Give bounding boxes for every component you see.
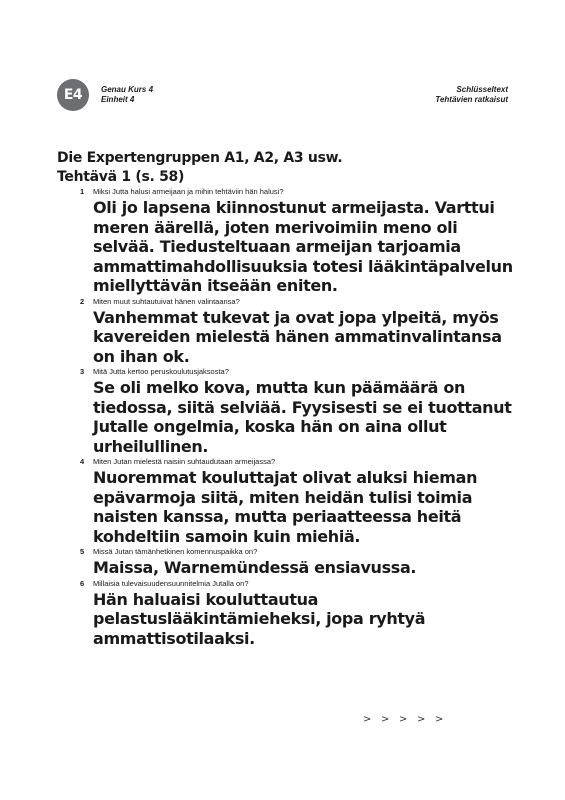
question-number: 3	[80, 367, 85, 376]
answer-text: Hän haluaisi kouluttautua pelastuslääkintämieheksi, jopa ryhtyä ammattisotilaaksi.	[93, 589, 426, 648]
question-number: 1	[80, 187, 85, 196]
title-line-2: Tehtävä 1 (s. 58)	[57, 169, 185, 185]
title-line-1: Die Expertengruppen A1, A2, A3 usw.	[57, 150, 343, 166]
question-text: Missä Jutan tämänhetkinen komennuspaikka on?	[93, 547, 258, 556]
question-item-6	[80, 579, 520, 649]
question-text: Millaisia tulevaisuudensuunnitelmia Jutalla on?	[93, 578, 249, 588]
question-text: Mitä Jutta kertoo peruskoulutusjaksosta?	[93, 367, 229, 376]
continuation-arrows	[363, 714, 453, 725]
header-left	[101, 85, 153, 105]
answer-text: Se oli melko kova, mutta kun päämäärä on tiedossa, siitä selviää. Fyysisesti se ei tuottanut Jutalle ongelmia, koska hän on aina ollut urheilullinen.	[93, 378, 512, 456]
question-number: 2	[80, 296, 85, 306]
question-item-4	[80, 457, 520, 546]
section-sublabel: Tehtävien ratkaisut	[435, 95, 508, 104]
arrow-right-icon: >	[417, 714, 426, 725]
question-number: 5	[80, 547, 85, 556]
question-number: 6	[80, 578, 85, 588]
arrow-right-icon: >	[363, 714, 372, 725]
arrow-right-icon: >	[435, 714, 444, 725]
section-label: Schlüsseltext	[456, 85, 508, 94]
question-text: Miten Jutan mielestä naisiin suhtaudutaan armeijassa?	[93, 457, 276, 466]
answer-text: Maissa, Warnemündessä ensiavussa.	[93, 558, 417, 577]
answer-text: Nuoremmat kouluttajat olivat aluksi hieman epävarmoja siitä, miten heidän tulisi toimia naisten kanssa, mutta periaatteessa heitä kohdeltiin samoin kuin miehiä.	[93, 468, 478, 546]
question-text: Miksi Jutta halusi armeijaan ja mihin tehtäviin hän halusi?	[93, 187, 284, 196]
question-item-2	[80, 297, 520, 367]
header-right	[435, 85, 508, 105]
course-name: Genau Kurs 4	[101, 85, 154, 94]
page-title	[57, 149, 342, 187]
questions-list	[80, 187, 520, 649]
question-item-3	[80, 367, 520, 456]
arrow-right-icon: >	[399, 714, 408, 725]
answer-text: Oli jo lapsena kiinnostunut armeijasta. Varttui meren äärellä, joten merivoimiin meno oli selvää. Tiedusteltuaan armeijan tarjoamia ammattimahdollisuuksia totesi lääkintäpalvelun miellyttävän itseään eniten.	[93, 198, 513, 295]
arrow-right-icon: >	[381, 714, 390, 725]
question-number: 4	[80, 457, 85, 466]
question-item-5	[80, 547, 520, 578]
unit-name: Einheit 4	[101, 95, 135, 104]
question-text: Miten muut suhtautuivat hänen valintaansa?	[93, 296, 240, 306]
unit-badge: E4	[57, 79, 89, 111]
answer-text: Vanhemmat tukevat ja ovat jopa ylpeitä, myös kavereiden mielestä hänen ammatinvalintansa on ihan ok.	[93, 307, 502, 366]
question-item-1	[80, 187, 520, 296]
